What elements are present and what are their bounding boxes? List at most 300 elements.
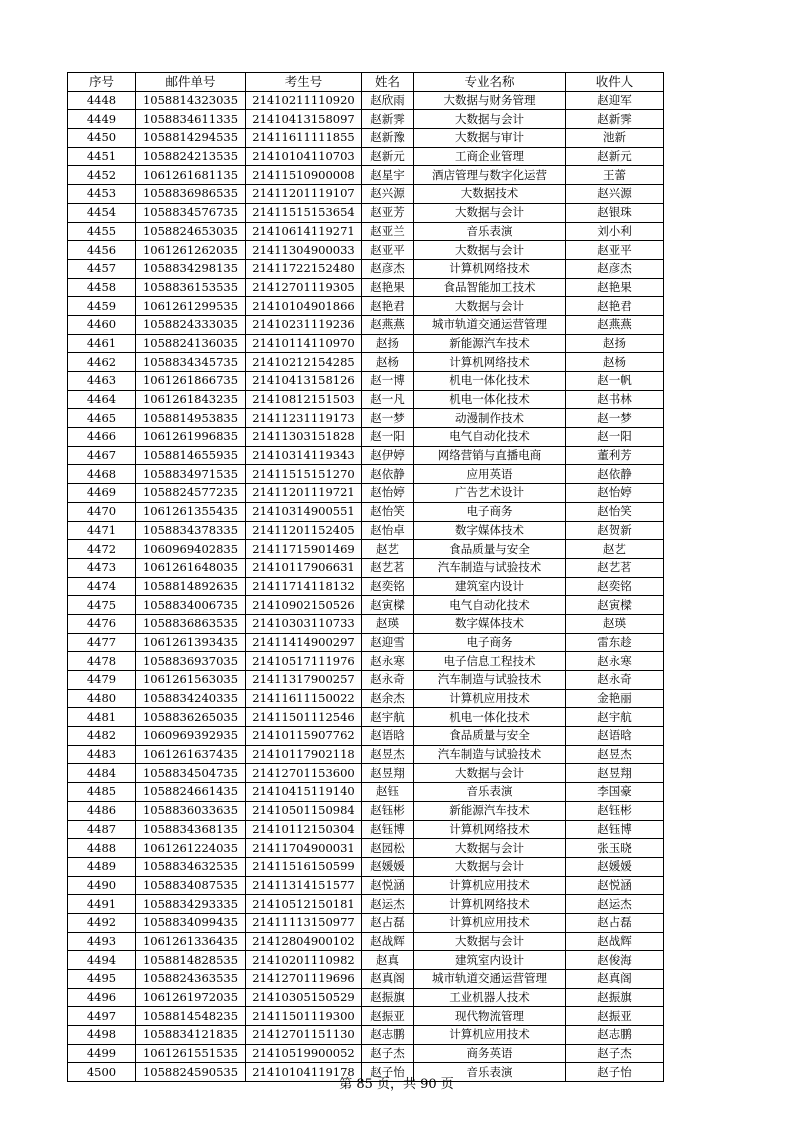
cell-serial: 4480 — [68, 689, 136, 708]
cell-serial: 4488 — [68, 839, 136, 858]
cell-serial: 4483 — [68, 745, 136, 764]
cell-serial: 4474 — [68, 577, 136, 596]
cell-recipient: 赵迎军 — [566, 91, 664, 110]
cell-exam-number: 21411201152405 — [246, 521, 362, 540]
cell-recipient: 赵语晗 — [566, 727, 664, 746]
cell-major: 音乐表演 — [414, 783, 566, 802]
cell-major: 大数据与财务管理 — [414, 91, 566, 110]
cell-tracking-number: 1061261681135 — [136, 166, 246, 185]
table-row — [68, 203, 664, 222]
cell-tracking-number: 1058834611335 — [136, 110, 246, 129]
cell-recipient: 董利芳 — [566, 446, 664, 465]
cell-major: 数字媒体技术 — [414, 614, 566, 633]
cell-recipient: 赵新元 — [566, 147, 664, 166]
cell-name: 赵真阁 — [362, 970, 414, 989]
cell-name: 赵艺 — [362, 540, 414, 559]
cell-tracking-number: 1061261224035 — [136, 839, 246, 858]
cell-major: 计算机网络技术 — [414, 820, 566, 839]
cell-serial: 4453 — [68, 185, 136, 204]
cell-major: 大数据与会计 — [414, 932, 566, 951]
table-row — [68, 222, 664, 241]
cell-name: 赵占磊 — [362, 913, 414, 932]
cell-tracking-number: 1061261866735 — [136, 372, 246, 391]
cell-name: 赵怡笑 — [362, 502, 414, 521]
cell-name: 赵艺茗 — [362, 558, 414, 577]
cell-exam-number: 21410314900551 — [246, 502, 362, 521]
table-row — [68, 129, 664, 148]
cell-tracking-number: 1058824653035 — [136, 222, 246, 241]
cell-recipient: 赵艺茗 — [566, 558, 664, 577]
cell-exam-number: 21411714118132 — [246, 577, 362, 596]
cell-tracking-number: 1058834298135 — [136, 259, 246, 278]
cell-exam-number: 21410104901866 — [246, 297, 362, 316]
cell-name: 赵扬 — [362, 334, 414, 353]
cell-exam-number: 21410512150181 — [246, 895, 362, 914]
cell-serial: 4475 — [68, 596, 136, 615]
table-row — [68, 484, 664, 503]
cell-tracking-number: 1061261648035 — [136, 558, 246, 577]
cell-serial: 4463 — [68, 372, 136, 391]
cell-recipient: 池新 — [566, 129, 664, 148]
cell-recipient: 赵依静 — [566, 465, 664, 484]
table-row — [68, 409, 664, 428]
cell-serial: 4467 — [68, 446, 136, 465]
cell-major: 大数据技术 — [414, 185, 566, 204]
table-row — [68, 334, 664, 353]
cell-exam-number: 21411303151828 — [246, 428, 362, 447]
cell-tracking-number: 1058834293335 — [136, 895, 246, 914]
shipping-table — [67, 72, 664, 1082]
header-serial: 序号 — [68, 73, 136, 92]
cell-exam-number: 21412804900102 — [246, 932, 362, 951]
cell-recipient: 赵振亚 — [566, 1007, 664, 1026]
cell-serial: 4450 — [68, 129, 136, 148]
cell-recipient: 赵银珠 — [566, 203, 664, 222]
cell-major: 应用英语 — [414, 465, 566, 484]
cell-major: 城市轨道交通运营管理 — [414, 315, 566, 334]
cell-major: 新能源汽车技术 — [414, 334, 566, 353]
cell-name: 赵悦涵 — [362, 876, 414, 895]
cell-recipient: 赵悦涵 — [566, 876, 664, 895]
cell-recipient: 赵艺 — [566, 540, 664, 559]
cell-major: 电子商务 — [414, 502, 566, 521]
cell-serial: 4454 — [68, 203, 136, 222]
cell-name: 赵一博 — [362, 372, 414, 391]
table-row — [68, 91, 664, 110]
cell-serial: 4472 — [68, 540, 136, 559]
cell-serial: 4489 — [68, 857, 136, 876]
cell-major: 食品智能加工技术 — [414, 278, 566, 297]
cell-tracking-number: 1058836265035 — [136, 708, 246, 727]
cell-major: 大数据与会计 — [414, 839, 566, 858]
cell-serial: 4449 — [68, 110, 136, 129]
cell-name: 赵一阳 — [362, 428, 414, 447]
table-row — [68, 390, 664, 409]
cell-major: 计算机网络技术 — [414, 353, 566, 372]
cell-name: 赵真 — [362, 951, 414, 970]
table-row — [68, 110, 664, 129]
cell-major: 大数据与会计 — [414, 110, 566, 129]
cell-exam-number: 21410212154285 — [246, 353, 362, 372]
table-row — [68, 764, 664, 783]
cell-name: 赵伊婷 — [362, 446, 414, 465]
cell-serial: 4451 — [68, 147, 136, 166]
cell-tracking-number: 1058814953835 — [136, 409, 246, 428]
cell-tracking-number: 1058814548235 — [136, 1007, 246, 1026]
cell-serial: 4458 — [68, 278, 136, 297]
cell-recipient: 赵扬 — [566, 334, 664, 353]
cell-name: 赵钰博 — [362, 820, 414, 839]
table-row — [68, 297, 664, 316]
cell-exam-number: 21411515153654 — [246, 203, 362, 222]
cell-tracking-number: 1060969392935 — [136, 727, 246, 746]
table-row — [68, 259, 664, 278]
cell-major: 计算机应用技术 — [414, 913, 566, 932]
cell-exam-number: 21410305150529 — [246, 988, 362, 1007]
cell-exam-number: 21411611111855 — [246, 129, 362, 148]
cell-name: 赵新豫 — [362, 129, 414, 148]
cell-major: 建筑室内设计 — [414, 577, 566, 596]
cell-exam-number: 21411715901469 — [246, 540, 362, 559]
cell-name: 赵寅樑 — [362, 596, 414, 615]
cell-serial: 4471 — [68, 521, 136, 540]
cell-exam-number: 21411317900257 — [246, 671, 362, 690]
cell-serial: 4493 — [68, 932, 136, 951]
cell-tracking-number: 1058836153535 — [136, 278, 246, 297]
cell-recipient: 赵钰彬 — [566, 801, 664, 820]
table-row — [68, 558, 664, 577]
table-row — [68, 241, 664, 260]
cell-name: 赵运杰 — [362, 895, 414, 914]
table-row — [68, 745, 664, 764]
cell-tracking-number: 1061261637435 — [136, 745, 246, 764]
cell-name: 赵迎雪 — [362, 633, 414, 652]
cell-exam-number: 21411501119300 — [246, 1007, 362, 1026]
cell-tracking-number: 1061261336435 — [136, 932, 246, 951]
cell-major: 汽车制造与试验技术 — [414, 558, 566, 577]
cell-name: 赵战辉 — [362, 932, 414, 951]
cell-recipient: 赵宇航 — [566, 708, 664, 727]
table-row — [68, 428, 664, 447]
cell-exam-number: 21411201119721 — [246, 484, 362, 503]
cell-serial: 4462 — [68, 353, 136, 372]
cell-exam-number: 21410211110920 — [246, 91, 362, 110]
cell-major: 新能源汽车技术 — [414, 801, 566, 820]
cell-name: 赵子杰 — [362, 1044, 414, 1063]
cell-exam-number: 21410614119271 — [246, 222, 362, 241]
table-row — [68, 895, 664, 914]
cell-name: 赵振旗 — [362, 988, 414, 1007]
table-row — [68, 652, 664, 671]
table-row — [68, 185, 664, 204]
cell-major: 电子商务 — [414, 633, 566, 652]
cell-name: 赵永奇 — [362, 671, 414, 690]
table-row — [68, 596, 664, 615]
cell-exam-number: 21410117902118 — [246, 745, 362, 764]
header-tracking-number: 邮件单号 — [136, 73, 246, 92]
cell-name: 赵志鹏 — [362, 1026, 414, 1045]
cell-exam-number: 21410413158097 — [246, 110, 362, 129]
page-footer: 第 85 页，共 90 页 — [339, 1077, 454, 1092]
cell-name: 赵新元 — [362, 147, 414, 166]
cell-exam-number: 21410314119343 — [246, 446, 362, 465]
cell-recipient: 赵寅樑 — [566, 596, 664, 615]
cell-recipient: 雷东趁 — [566, 633, 664, 652]
cell-serial: 4497 — [68, 1007, 136, 1026]
cell-exam-number: 21411516150599 — [246, 857, 362, 876]
cell-recipient: 赵彦杰 — [566, 259, 664, 278]
cell-recipient: 赵昱杰 — [566, 745, 664, 764]
cell-serial: 4455 — [68, 222, 136, 241]
cell-name: 赵星宇 — [362, 166, 414, 185]
cell-tracking-number: 1061261843235 — [136, 390, 246, 409]
table-row — [68, 671, 664, 690]
cell-exam-number: 21411304900033 — [246, 241, 362, 260]
cell-name: 赵兴源 — [362, 185, 414, 204]
cell-serial: 4494 — [68, 951, 136, 970]
cell-recipient: 赵钰博 — [566, 820, 664, 839]
cell-name: 赵怡卓 — [362, 521, 414, 540]
table-row — [68, 577, 664, 596]
cell-name: 赵亚芳 — [362, 203, 414, 222]
cell-serial: 4492 — [68, 913, 136, 932]
table-row — [68, 1044, 664, 1063]
cell-exam-number: 21411704900031 — [246, 839, 362, 858]
table-row — [68, 372, 664, 391]
cell-exam-number: 21410902150526 — [246, 596, 362, 615]
cell-tracking-number: 1058834087535 — [136, 876, 246, 895]
cell-serial: 4487 — [68, 820, 136, 839]
table-row — [68, 540, 664, 559]
cell-serial: 4468 — [68, 465, 136, 484]
cell-name: 赵语晗 — [362, 727, 414, 746]
cell-major: 音乐表演 — [414, 1063, 566, 1082]
cell-exam-number: 21410117906631 — [246, 558, 362, 577]
cell-recipient: 赵亚平 — [566, 241, 664, 260]
cell-tracking-number: 1058824577235 — [136, 484, 246, 503]
cell-name: 赵依静 — [362, 465, 414, 484]
cell-name: 赵艳君 — [362, 297, 414, 316]
cell-tracking-number: 1058814828535 — [136, 951, 246, 970]
cell-tracking-number: 1061261262035 — [136, 241, 246, 260]
cell-name: 赵怡婷 — [362, 484, 414, 503]
cell-serial: 4452 — [68, 166, 136, 185]
cell-name: 赵艳果 — [362, 278, 414, 297]
table-row — [68, 988, 664, 1007]
cell-tracking-number: 1058814655935 — [136, 446, 246, 465]
table-row — [68, 278, 664, 297]
cell-major: 食品质量与安全 — [414, 540, 566, 559]
cell-serial: 4496 — [68, 988, 136, 1007]
cell-serial: 4465 — [68, 409, 136, 428]
table-row — [68, 315, 664, 334]
cell-tracking-number: 1058824136035 — [136, 334, 246, 353]
cell-tracking-number: 1058836986535 — [136, 185, 246, 204]
cell-recipient: 赵一帆 — [566, 372, 664, 391]
cell-major: 计算机网络技术 — [414, 259, 566, 278]
cell-serial: 4481 — [68, 708, 136, 727]
header-exam-number: 考生号 — [246, 73, 362, 92]
cell-recipient: 赵子怡 — [566, 1063, 664, 1082]
table-row — [68, 783, 664, 802]
cell-name: 赵媛媛 — [362, 857, 414, 876]
cell-recipient: 赵新霁 — [566, 110, 664, 129]
table-row — [68, 147, 664, 166]
table-row — [68, 801, 664, 820]
cell-name: 赵瑛 — [362, 614, 414, 633]
cell-tracking-number: 1058834368135 — [136, 820, 246, 839]
cell-recipient: 赵志鹏 — [566, 1026, 664, 1045]
cell-major: 计算机应用技术 — [414, 689, 566, 708]
cell-exam-number: 21412701119305 — [246, 278, 362, 297]
cell-tracking-number: 1058814323035 — [136, 91, 246, 110]
cell-recipient: 赵兴源 — [566, 185, 664, 204]
table-row — [68, 633, 664, 652]
table-row — [68, 857, 664, 876]
cell-exam-number: 21410104119178 — [246, 1063, 362, 1082]
cell-major: 电气自动化技术 — [414, 428, 566, 447]
cell-name: 赵宇航 — [362, 708, 414, 727]
cell-tracking-number: 1061261563035 — [136, 671, 246, 690]
table-row — [68, 951, 664, 970]
cell-name: 赵昱杰 — [362, 745, 414, 764]
table-row — [68, 839, 664, 858]
cell-tracking-number: 1058824333035 — [136, 315, 246, 334]
table-row — [68, 446, 664, 465]
header-recipient: 收件人 — [566, 73, 664, 92]
cell-recipient: 赵燕燕 — [566, 315, 664, 334]
cell-serial: 4476 — [68, 614, 136, 633]
cell-major: 广告艺术设计 — [414, 484, 566, 503]
cell-name: 赵彦杰 — [362, 259, 414, 278]
cell-major: 现代物流管理 — [414, 1007, 566, 1026]
cell-exam-number: 21410415119140 — [246, 783, 362, 802]
cell-tracking-number: 1061261972035 — [136, 988, 246, 1007]
cell-major: 机电一体化技术 — [414, 390, 566, 409]
cell-serial: 4464 — [68, 390, 136, 409]
table-row — [68, 521, 664, 540]
cell-exam-number: 21410114110970 — [246, 334, 362, 353]
cell-major: 动漫制作技术 — [414, 409, 566, 428]
cell-serial: 4478 — [68, 652, 136, 671]
cell-serial: 4479 — [68, 671, 136, 690]
cell-recipient: 赵永寒 — [566, 652, 664, 671]
cell-tracking-number: 1058834121835 — [136, 1026, 246, 1045]
cell-exam-number: 21412701119696 — [246, 970, 362, 989]
cell-recipient: 赵真阁 — [566, 970, 664, 989]
cell-name: 赵永寒 — [362, 652, 414, 671]
cell-exam-number: 21410517111976 — [246, 652, 362, 671]
cell-major: 大数据与会计 — [414, 203, 566, 222]
cell-serial: 4460 — [68, 315, 136, 334]
cell-exam-number: 21411515151270 — [246, 465, 362, 484]
cell-exam-number: 21411414900297 — [246, 633, 362, 652]
cell-recipient: 赵怡婷 — [566, 484, 664, 503]
table-body — [68, 91, 664, 1081]
cell-recipient: 赵怡笑 — [566, 502, 664, 521]
cell-serial: 4495 — [68, 970, 136, 989]
cell-recipient: 赵昱翔 — [566, 764, 664, 783]
cell-name: 赵奕铭 — [362, 577, 414, 596]
cell-major: 计算机应用技术 — [414, 876, 566, 895]
cell-serial: 4470 — [68, 502, 136, 521]
cell-serial: 4486 — [68, 801, 136, 820]
cell-tracking-number: 1060969402835 — [136, 540, 246, 559]
cell-recipient: 赵振旗 — [566, 988, 664, 1007]
cell-serial: 4485 — [68, 783, 136, 802]
cell-tracking-number: 1058836033635 — [136, 801, 246, 820]
cell-tracking-number: 1061261393435 — [136, 633, 246, 652]
cell-major: 大数据与会计 — [414, 297, 566, 316]
cell-major: 建筑室内设计 — [414, 951, 566, 970]
cell-tracking-number: 1061261996835 — [136, 428, 246, 447]
table-row — [68, 876, 664, 895]
cell-name: 赵钰 — [362, 783, 414, 802]
cell-tracking-number: 1061261551535 — [136, 1044, 246, 1063]
cell-serial: 4490 — [68, 876, 136, 895]
cell-name: 赵欣雨 — [362, 91, 414, 110]
cell-serial: 4500 — [68, 1063, 136, 1082]
cell-tracking-number: 1058834240335 — [136, 689, 246, 708]
table-row — [68, 708, 664, 727]
cell-serial: 4491 — [68, 895, 136, 914]
cell-exam-number: 21410104110703 — [246, 147, 362, 166]
cell-exam-number: 21410413158126 — [246, 372, 362, 391]
cell-recipient: 赵一梦 — [566, 409, 664, 428]
cell-exam-number: 21411201119107 — [246, 185, 362, 204]
cell-serial: 4477 — [68, 633, 136, 652]
cell-recipient: 李国豪 — [566, 783, 664, 802]
table-row — [68, 1026, 664, 1045]
cell-major: 汽车制造与试验技术 — [414, 745, 566, 764]
cell-recipient: 金艳丽 — [566, 689, 664, 708]
cell-exam-number: 21410201110982 — [246, 951, 362, 970]
cell-tracking-number: 1058834099435 — [136, 913, 246, 932]
cell-tracking-number: 1058834632535 — [136, 857, 246, 876]
cell-name: 赵杨 — [362, 353, 414, 372]
cell-major: 大数据与会计 — [414, 241, 566, 260]
cell-name: 赵亚兰 — [362, 222, 414, 241]
cell-serial: 4498 — [68, 1026, 136, 1045]
cell-recipient: 赵瑛 — [566, 614, 664, 633]
table-row — [68, 614, 664, 633]
cell-tracking-number: 1058814294535 — [136, 129, 246, 148]
cell-recipient: 张玉晓 — [566, 839, 664, 858]
cell-serial: 4482 — [68, 727, 136, 746]
table-row — [68, 1007, 664, 1026]
cell-major: 大数据与审计 — [414, 129, 566, 148]
cell-tracking-number: 1061261299535 — [136, 297, 246, 316]
cell-recipient: 王蕾 — [566, 166, 664, 185]
table-row — [68, 970, 664, 989]
header-name: 姓名 — [362, 73, 414, 92]
cell-major: 计算机应用技术 — [414, 1026, 566, 1045]
cell-major: 大数据与会计 — [414, 764, 566, 783]
cell-exam-number: 21410115907762 — [246, 727, 362, 746]
cell-name: 赵新霁 — [362, 110, 414, 129]
cell-serial: 4499 — [68, 1044, 136, 1063]
cell-recipient: 赵媛媛 — [566, 857, 664, 876]
cell-recipient: 赵运杰 — [566, 895, 664, 914]
cell-name: 赵昱翔 — [362, 764, 414, 783]
cell-recipient: 赵奕铭 — [566, 577, 664, 596]
cell-major: 食品质量与安全 — [414, 727, 566, 746]
cell-name: 赵钰彬 — [362, 801, 414, 820]
table-row — [68, 166, 664, 185]
cell-exam-number: 21411611150022 — [246, 689, 362, 708]
table-row — [68, 502, 664, 521]
cell-major: 汽车制造与试验技术 — [414, 671, 566, 690]
